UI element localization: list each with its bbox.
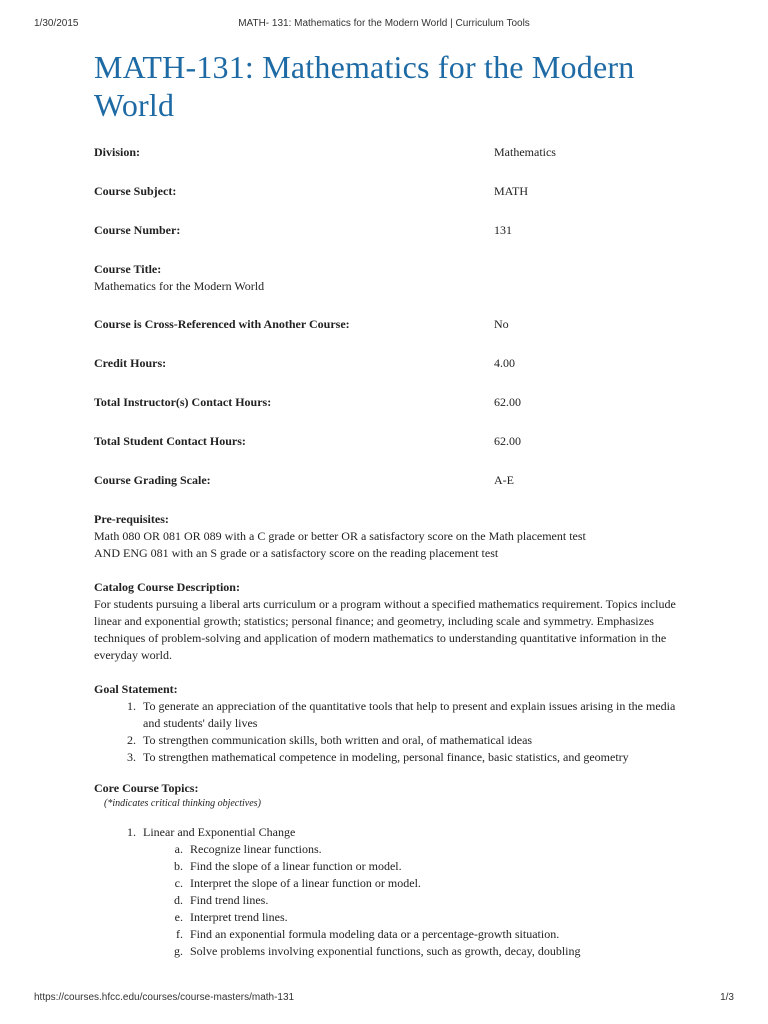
print-tab-title: MATH- 131: Mathematics for the Modern World | Curriculum Tools [238,18,530,29]
section-heading: Catalog Course Description: [94,580,240,594]
catalog-description-text: For students pursuing a liberal arts curriculum or a program without a specified mathematics requirement. Topics include linear and exponential growth; statistics; personal finance; and geometry, including scale and symmetry. Emphasizes techniques of problem-solving and application of modern mathematics to understanding quantitative information in the everyday world. [94,597,676,662]
topic-title: Linear and Exponential Change [143,825,296,839]
goal-item: 2. To strengthen communication skills, both written and oral, of mathematical ideas [139,732,684,749]
critical-thinking-note: (*indicates critical thinking objectives) [104,798,261,809]
topics-list [94,824,684,960]
subtopic-item: g. Solve problems involving exponential functions, such as growth, decay, doubling [186,943,684,960]
field-label: Course Number: [94,223,181,237]
print-header [0,18,768,32]
field-value: A-E [494,473,514,487]
page-number: 1/3 [720,992,734,1003]
section-heading: Core Course Topics: [94,781,199,795]
field-credit-hours [94,355,684,394]
field-cross-referenced [94,316,684,355]
prerequisite-line: Math 080 OR 081 OR 089 with a C grade or better OR a satisfactory score on the Math placement test [94,529,586,543]
prerequisite-line: AND ENG 081 with an S grade or a satisfactory score on the reading placement test [94,546,499,560]
field-label: Course Title: [94,262,162,276]
prerequisites-section [94,511,684,562]
field-label: Total Student Contact Hours: [94,434,246,448]
print-footer [0,992,768,1006]
subtopic-list [143,841,684,960]
core-topics-section [94,780,684,960]
goal-statement-section [94,681,684,766]
field-value: 62.00 [494,395,521,409]
field-label: Division: [94,145,141,159]
field-value: MATH [494,184,529,198]
section-heading: Pre-requisites: [94,512,169,526]
field-label: Course is Cross-Referenced with Another Course: [94,317,350,331]
field-label: Course Subject: [94,184,177,198]
catalog-description-section [94,579,684,664]
field-value: Mathematics [494,145,556,159]
field-instructor-contact-hours [94,394,684,433]
subtopic-item: a. Recognize linear functions. [186,841,684,858]
page-title: MATH-131: Mathematics for the Modern World [94,49,635,123]
page-url: https://courses.hfcc.edu/courses/course-masters/math-131 [34,992,295,1003]
field-student-contact-hours [94,433,684,472]
subtopic-item: c. Interpret the slope of a linear function or model. [186,875,684,892]
field-label: Course Grading Scale: [94,473,211,487]
subtopic-item: f. Find an exponential formula modeling data or a percentage-growth situation. [186,926,684,943]
field-value: 62.00 [494,434,521,448]
topic-item [139,824,684,960]
field-value: Mathematics for the Modern World [94,279,265,293]
field-label: Credit Hours: [94,356,167,370]
field-course-subject [94,183,684,222]
field-value: No [494,317,509,331]
field-course-number [94,222,684,261]
subtopic-item: e. Interpret trend lines. [186,909,684,926]
field-value: 131 [494,223,512,237]
section-heading: Goal Statement: [94,682,178,696]
field-value: 4.00 [494,356,515,370]
subtopic-item: b. Find the slope of a linear function or model. [186,858,684,875]
field-division [94,144,684,183]
field-grading-scale [94,472,684,511]
subtopic-item: d. Find trend lines. [186,892,684,909]
goal-item: 1. To generate an appreciation of the quantitative tools that help to present and explain issues arising in the media and students' daily lives [139,698,684,732]
print-date: 1/30/2015 [34,18,79,29]
field-course-title [94,261,684,316]
course-content [94,48,684,960]
goal-list [94,698,684,766]
goal-item: 3. To strengthen mathematical competence in modeling, personal finance, basic statistics, and geometry [139,749,684,766]
field-label: Total Instructor(s) Contact Hours: [94,395,272,409]
